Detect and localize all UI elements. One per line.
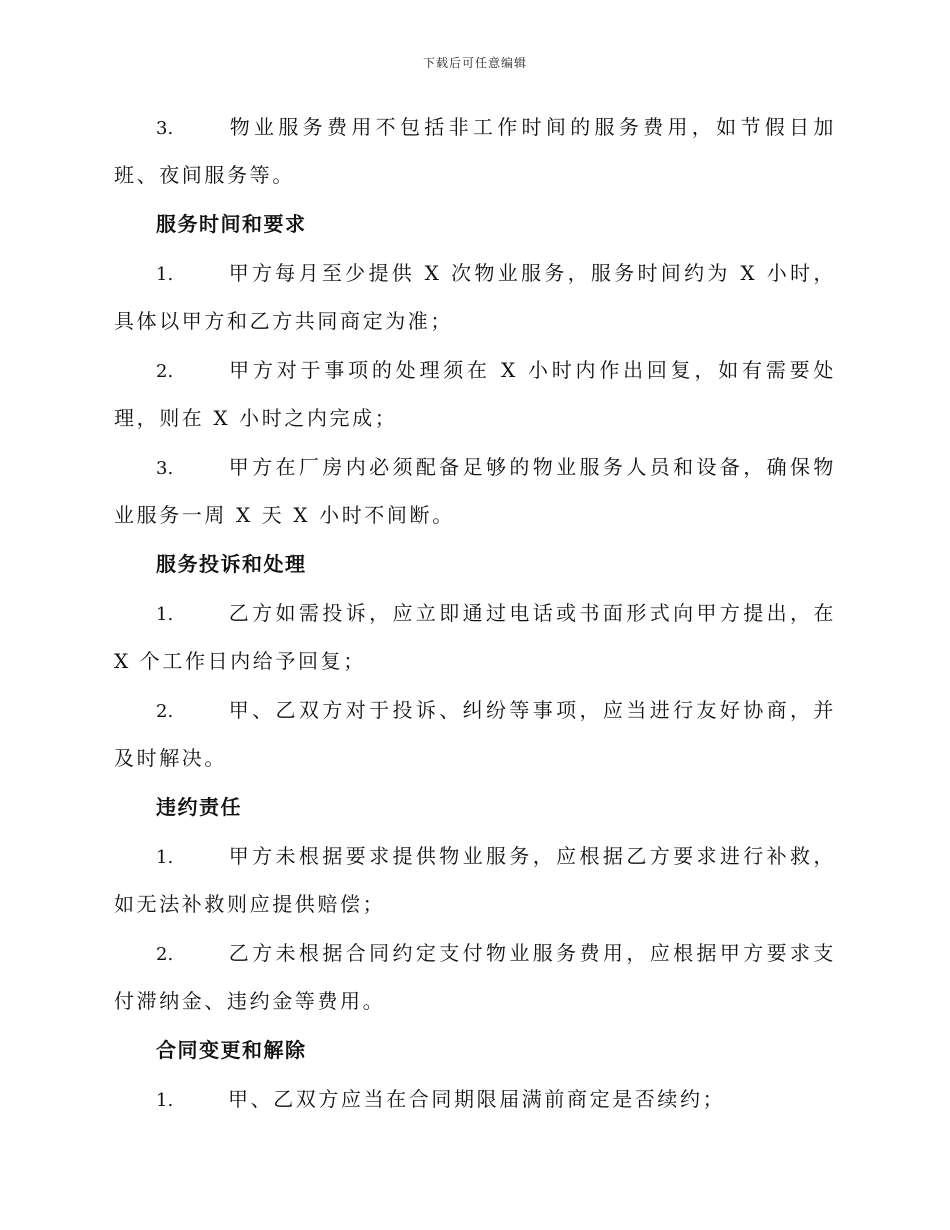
section-heading: 服务投诉和处理 (156, 552, 307, 576)
section-heading: 服务时间和要求 (156, 212, 307, 236)
clause-item (114, 104, 836, 198)
clause-item (114, 444, 836, 538)
clause-number: 1. (156, 847, 174, 868)
section-heading: 违约责任 (156, 795, 242, 819)
clause-text: 物业服务费用不包括非工作时间的服务费用，如节假日加班、夜间服务等。 (114, 115, 836, 187)
clause-item (114, 347, 836, 441)
clause-text: 甲方未根据要求提供物业服务，应根据乙方要求进行补救，如无法补救则应提供赔偿； (114, 844, 836, 916)
clause-number: 2. (156, 944, 174, 965)
document-body (114, 104, 836, 1127)
clause-item (114, 1076, 836, 1124)
section-heading: 合同变更和解除 (156, 1038, 307, 1062)
clause-text: 乙方未根据合同约定支付物业服务费用，应根据甲方要求支付滞纳金、违约金等费用。 (114, 941, 836, 1013)
clause-number: 3. (156, 118, 174, 139)
clause-number: 3. (156, 458, 174, 479)
clause-item (114, 590, 836, 684)
clause-item (114, 250, 836, 344)
clause-text: 甲、乙双方对于投诉、纠纷等事项，应当进行友好协商，并及时解决。 (114, 698, 836, 770)
page-header: 下载后可任意编辑 (422, 56, 527, 70)
clause-item (114, 687, 836, 781)
clause-text: 甲方对于事项的处理须在 X 小时内作出回复，如有需要处理，则在 X 小时之内完成； (114, 358, 836, 430)
clause-number: 1. (156, 264, 174, 285)
clause-item (114, 833, 836, 927)
clause-text: 甲方每月至少提供 X 次物业服务，服务时间约为 X 小时，具体以甲方和乙方共同商定为准； (114, 261, 836, 333)
clause-text: 甲方在厂房内必须配备足够的物业服务人员和设备，确保物业服务一周 X 天 X 小时不间断。 (114, 455, 836, 527)
clause-text: 甲、乙双方应当在合同期限届满前商定是否续约； (228, 1087, 726, 1111)
clause-item (114, 930, 836, 1024)
clause-text: 乙方如需投诉，应立即通过电话或书面形式向甲方提出，在 X 个工作日内给予回复； (114, 601, 836, 673)
clause-number: 2. (156, 361, 174, 382)
clause-number: 1. (156, 604, 174, 625)
clause-number: 1. (156, 1090, 174, 1111)
clause-number: 2. (156, 701, 174, 722)
